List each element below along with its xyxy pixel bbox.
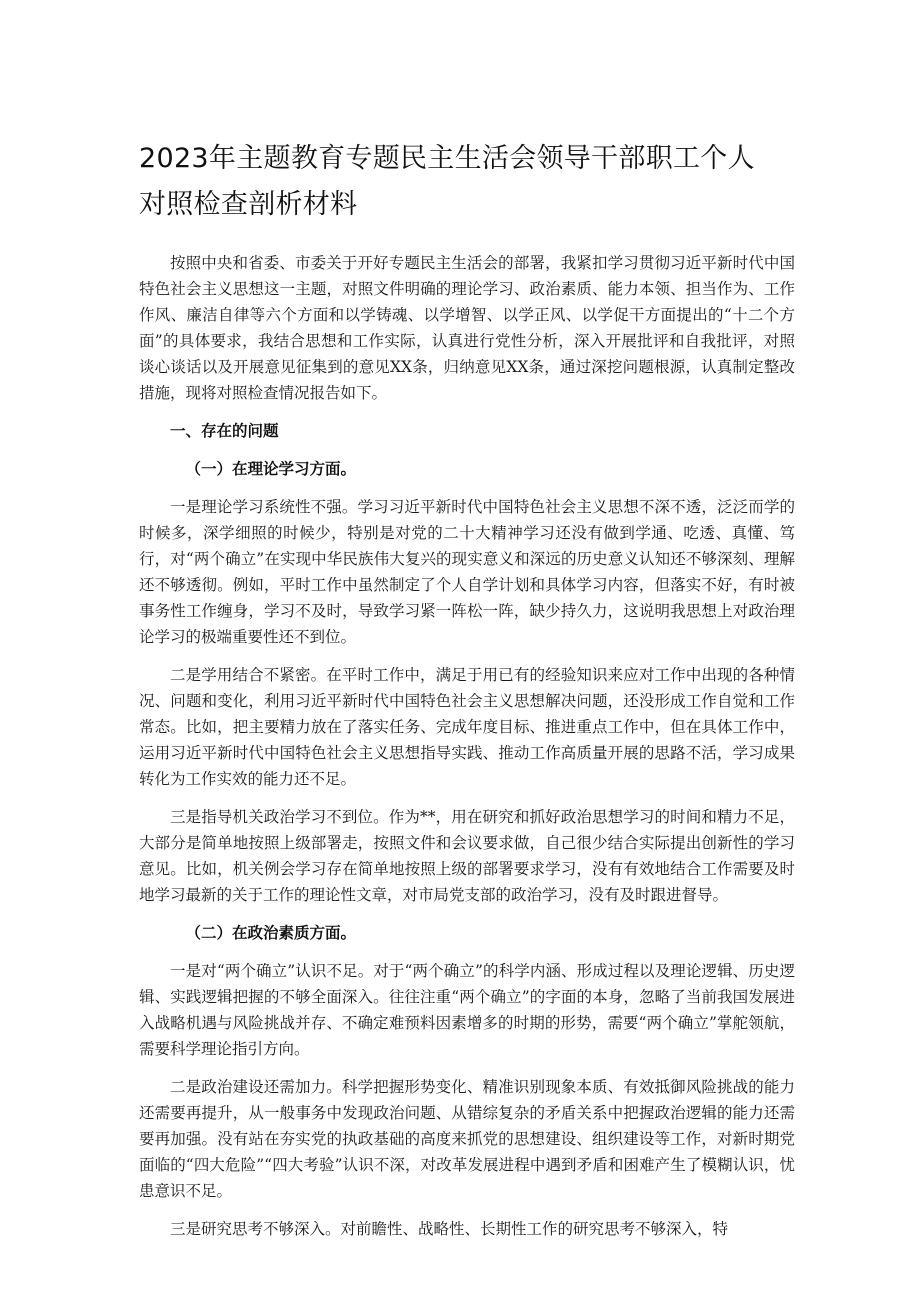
paragraph-theory-study-2: 二是学用结合不紧密。在平时工作中，满足于用已有的经验知识来应对工作中出现的各种情况、问题和变化，利用习近平新时代中国特色社会主义思想解决问题，还没形成工作自觉和工作常态。比如，把主要精力放在了落实任务、完成年度目标、推进重点工作中，但在具体工作中，运用习近平新时代中国特色社会主义思想指导实践、推动工作高质量开展的思路不活，学习成果转化为工作实效的能力还不足。 [139, 666, 795, 788]
document-title-line-2: 对照检查剖析材料 [139, 189, 358, 220]
paragraph-political-quality-2: 二是政治建设还需加力。科学把握形势变化、精准识别现象本质、有效抵御风险挑战的能力还需要再提升，从一般事务中发现政治问题、从错综复杂的矛盾关系中把握政治逻辑的能力还需要再加强。没有站在夯实党的执政基础的高度来抓党的思想建设、组织建设等工作，对新时期党面临的“四大危险”“四大考验”认识不深，对改革发展进程中遇到矛盾和困难产生了模糊认识，忧患意识不足。 [139, 1078, 795, 1200]
subsection-heading-political-quality: （二）在政治素质方面。 [185, 924, 357, 942]
paragraph-political-quality-1: 一是对“两个确立”认识不足。对于“两个确立”的科学内涵、形成过程以及理论逻辑、历史逻辑、实践逻辑把握的不够全面深入。往往注重“两个确立”的字面的本身，忽略了当前我国发展进入战略机遇与风险挑战并存、不确定难预料因素增多的时期的形势，需要“两个确立”掌舵领航，需要科学理论指引方向。 [139, 962, 795, 1058]
intro-paragraph: 按照中央和省委、市委关于开好专题民主生活会的部署，我紧扣学习贯彻习近平新时代中国特色社会主义思想这一主题，对照文件明确的理论学习、政治素质、能力本领、担当作为、工作作风、廉洁自律等六个方面和以学铸魂、以学增智、以学正风、以学促干方面提出的“十二个方面”的具体要求，我结合思想和工作实际，认真进行党性分析，深入开展批评和自我批评，对照谈心谈话以及开展意见征集到的意见XX条，归纳意见XX条，通过深挖问题根源，认真制定整改措施，现将对照检查情况报告如下。 [139, 254, 795, 402]
document-title-line-1: 2023年主题教育专题民主生活会领导干部职工个人 [139, 143, 755, 174]
section-heading-problems: 一、存在的问题 [170, 422, 279, 440]
paragraph-theory-study-1: 一是理论学习系统性不强。学习习近平新时代中国特色社会主义思想不深不透，泛泛而学的时候多，深学细照的时候少，特别是对党的二十大精神学习还没有做到学通、吃透、真懂、笃行，对“两个确立”在实现中华民族伟大复兴的现实意义和深远的历史意义认知还不够深刻、理解还不够透彻。例如，平时工作中虽然制定了个人自学计划和具体学习内容，但落实不好，有时被事务性工作缠身，学习不及时，导致学习紧一阵松一阵，缺少持久力，这说明我思想上对政治理论学习的极端重要性还不到位。 [139, 498, 795, 646]
subsection-heading-theory-study: （一）在理论学习方面。 [185, 460, 357, 478]
paragraph-political-quality-3: 三是研究思考不够深入。对前瞻性、战略性、长期性工作的研究思考不够深入，特 [170, 1220, 729, 1238]
paragraph-theory-study-3: 三是指导机关政治学习不到位。作为**，用在研究和抓好政治思想学习的时间和精力不足，大部分是简单地按照上级部署走，按照文件和会议要求做，自己很少结合实际提出创新性的学习意见。比如，机关例会学习存在简单地按照上级的部署要求学习，没有有效地结合工作需要及时地学习最新的关于工作的理论性文章，对市局党支部的政治学习，没有及时跟进督导。 [139, 808, 795, 904]
document-page [139, 136, 795, 1242]
document-title [139, 136, 795, 228]
